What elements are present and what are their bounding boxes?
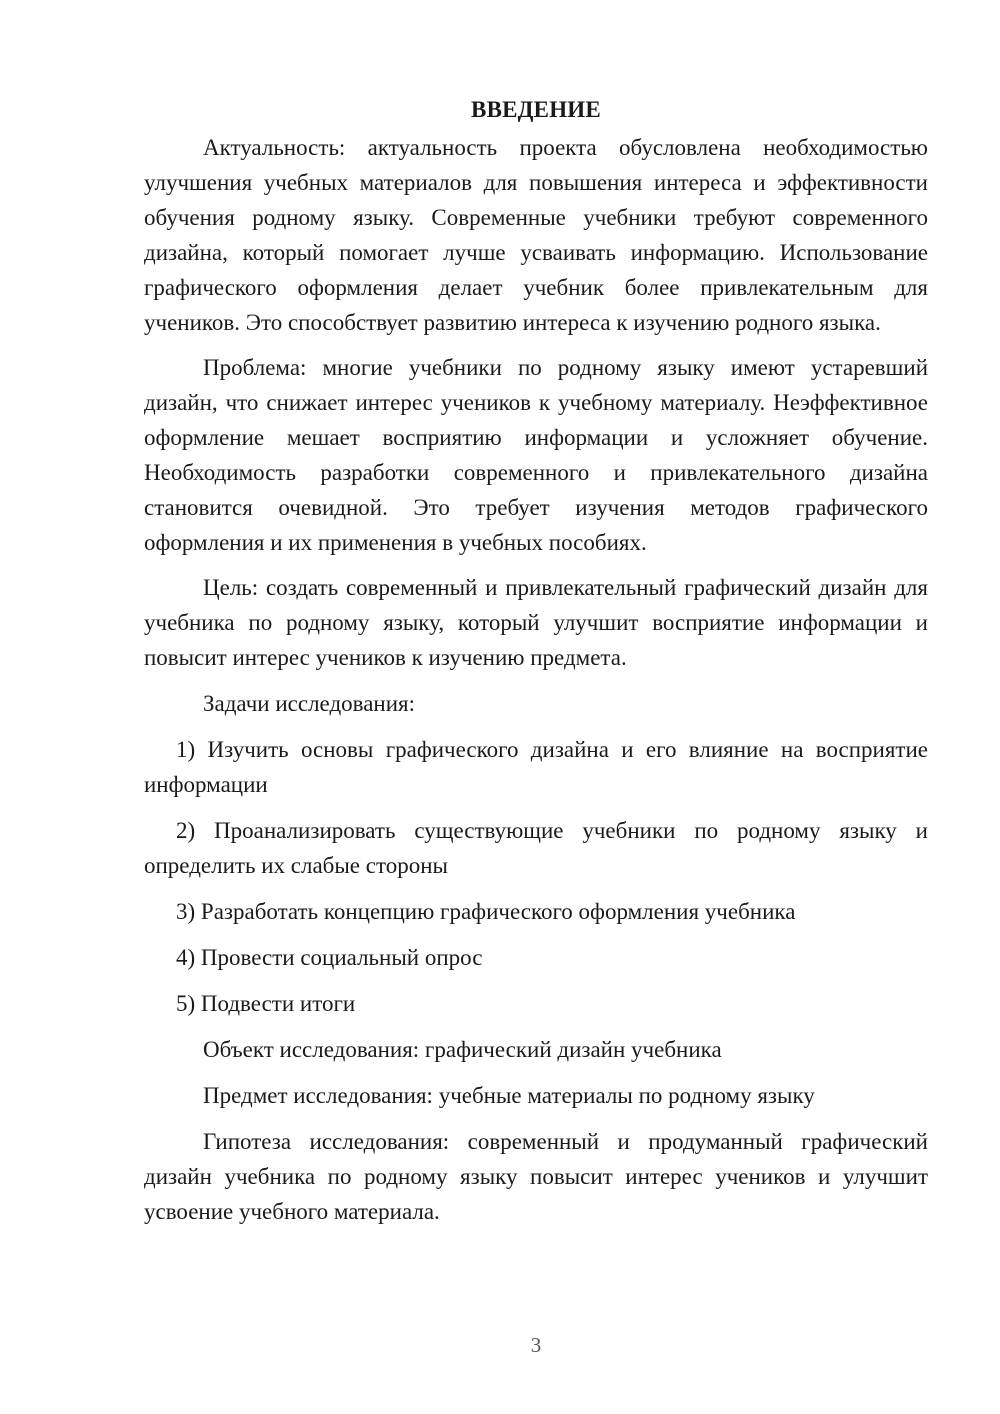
task-item-3: 3) Разработать концепцию графического оформления учебника: [176, 899, 796, 924]
task-item-4: 4) Провести социальный опрос: [176, 945, 483, 970]
tasks-heading: Задачи исследования:: [203, 691, 416, 716]
document-page: [144, 92, 928, 1229]
task-item-2: 2) Проанализировать существующие учебники по родному языку и определить их слабые стороны: [144, 818, 928, 878]
page-number: 3: [530, 1333, 542, 1357]
task-item-1: 1) Изучить основы графического дизайна и его влияние на восприятие информации: [144, 737, 928, 797]
hypothesis-paragraph: Гипотеза исследования: современный и продуманный графический дизайн учебника по родному языку повысит интерес учеников и улучшит усвоение учебного материала.: [144, 1129, 928, 1224]
page-title: ВВЕДЕНИЕ: [471, 97, 601, 122]
object-paragraph: Объект исследования: графический дизайн учебника: [203, 1037, 722, 1062]
goal-paragraph: Цель: создать современный и привлекательный графический дизайн для учебника по родному языку, который улучшит восприятие информации и повысит интерес учеников к изучению предмета.: [144, 575, 928, 670]
task-item-5: 5) Подвести итоги: [176, 991, 356, 1016]
problem-paragraph: Проблема: многие учебники по родному языку имеют устаревший дизайн, что снижает интерес учеников к учебному материалу. Неэффективное оформление мешает восприятию информации и усложняет обучение. Необходимость разработки современного и привлекательного дизайна становится очевидной. Это требует изучения методов графического оформления и их применения в учебных пособиях.: [144, 355, 928, 555]
subject-paragraph: Предмет исследования: учебные материалы по родному языку: [203, 1083, 815, 1108]
relevance-paragraph: Актуальность: актуальность проекта обусловлена необходимостью улучшения учебных материалов для повышения интереса и эффективности обучения родному языку. Современные учебники требуют современного дизайна, который помогает лучше усваивать информацию. Использование графического оформления делает учебник более привлекательным для учеников. Это способствует развитию интереса к изучению родного языка.: [144, 135, 928, 335]
